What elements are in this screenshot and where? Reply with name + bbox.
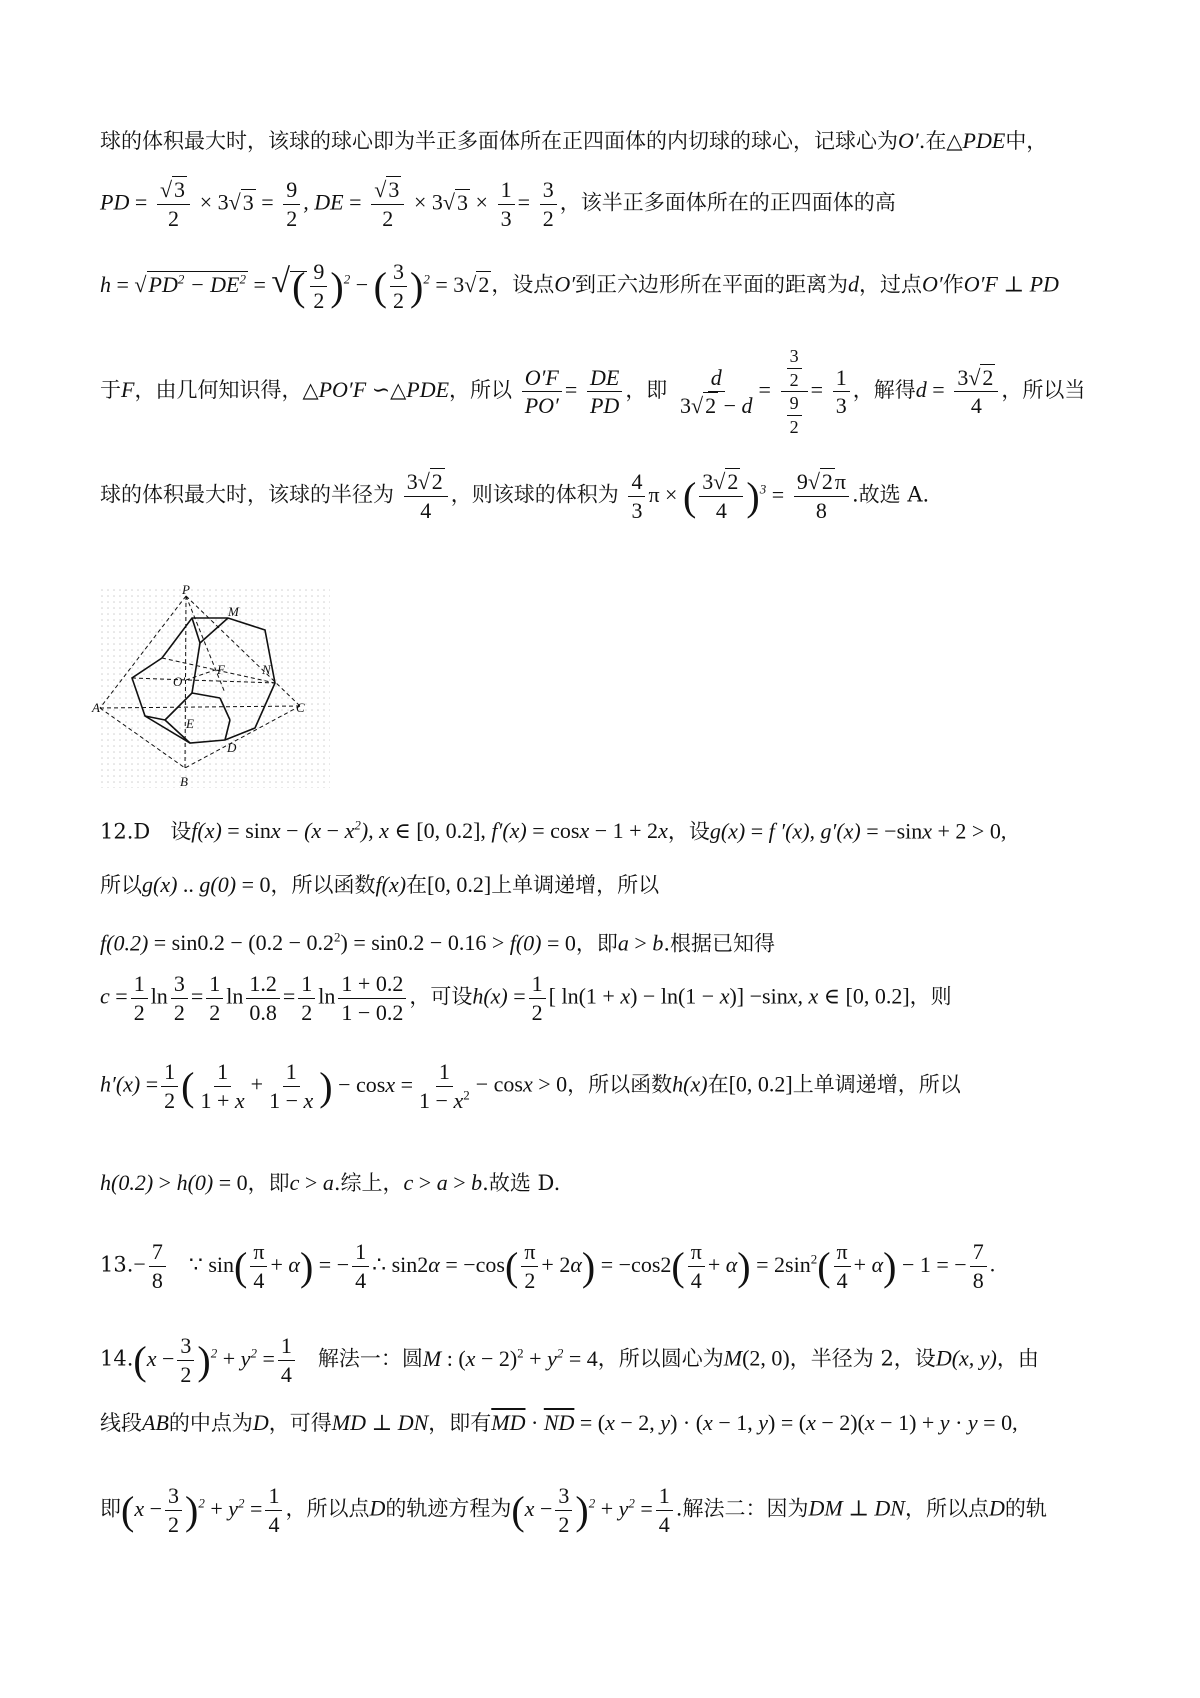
math: [0, 0.2] xyxy=(728,1071,793,1097)
line-text: ，即 xyxy=(575,931,618,956)
label-A: A xyxy=(92,700,100,715)
math: (x − xyxy=(133,1337,175,1383)
math: PO′F ∽ xyxy=(318,377,391,402)
fraction: $\frac{7}{8}$ xyxy=(149,1238,166,1294)
line-text: 的轨迹方程为 xyxy=(385,1496,512,1521)
text-line-4 xyxy=(100,345,1110,438)
fraction: $\frac{3}{2}$ xyxy=(390,258,407,314)
math: O′ xyxy=(922,271,943,297)
line-text: ，设 xyxy=(667,819,710,844)
line-text: 到正六边形所在平面的距离为 xyxy=(575,272,849,297)
line-text: ，可设 xyxy=(409,984,473,1009)
label-D: D xyxy=(227,740,237,755)
math: (x − xyxy=(121,1487,163,1533)
fraction: $\frac{1}{2}$ xyxy=(298,970,315,1026)
math: $h = √PD^2 - DE^2$ = √( xyxy=(100,262,306,309)
math: ∴ sin2α = −cos( xyxy=(372,1243,519,1289)
math: ( xyxy=(181,1063,195,1109)
label-O: O′ xyxy=(173,674,186,689)
text-line-2 xyxy=(100,176,1110,232)
label-C: C xyxy=(296,700,305,715)
fraction: $\frac{1.2}{0.8}$ xyxy=(246,970,280,1026)
fraction: $\frac{3√2}{4}$ xyxy=(954,364,998,420)
q12-line-6 xyxy=(100,1170,1110,1196)
math: = xyxy=(758,377,771,402)
math: ln xyxy=(318,983,336,1009)
math: O′ xyxy=(898,128,919,153)
line-text: ，即 xyxy=(247,1171,290,1195)
fraction: $\frac{1}{2}$ xyxy=(131,970,148,1026)
math: × 3√3 = xyxy=(199,189,274,215)
q12-line-1 xyxy=(100,818,1110,845)
line-text: ，过点 xyxy=(859,272,923,297)
math: = xyxy=(190,983,204,1009)
math: M : $(x - 2)^2 + y^2 = 4$ xyxy=(422,1345,598,1371)
label-M: M xyxy=(228,604,239,619)
math: ln xyxy=(226,983,244,1009)
fraction: $\frac{9}{2}$ xyxy=(283,176,300,232)
fraction: $\frac{1}{1 + x}$ xyxy=(200,1059,245,1113)
fraction: $\frac{3√2}{4}$ xyxy=(699,468,743,524)
line-text: .根据已知得 xyxy=(663,931,776,956)
line-text: 中， xyxy=(1005,129,1048,153)
math: h(0.2) > h(0) = 0 xyxy=(100,1170,248,1195)
fraction: $\frac{√3}{2}$ xyxy=(157,176,190,232)
math: g(x) .. g(0) = 0 xyxy=(142,872,271,897)
line-text: .故选 A. xyxy=(852,482,930,507)
line-text: .解法二：因为 xyxy=(675,1496,809,1521)
line-text: ，解得 xyxy=(852,378,916,402)
line-text: 的中点为 xyxy=(168,1411,253,1435)
fraction: $\frac{3}{2}$ xyxy=(177,1332,194,1388)
line-text: .在 xyxy=(918,129,947,153)
line-text: .综上， xyxy=(333,1171,404,1195)
label-F: F xyxy=(217,662,225,677)
math: h(x) xyxy=(672,1071,708,1097)
math: h′(x) = xyxy=(100,1071,159,1097)
line-text: ，所以函数 xyxy=(270,873,376,897)
fraction: $\frac{1}{2}$ xyxy=(206,970,223,1026)
line-text: 所以 xyxy=(100,873,142,897)
fraction: $\frac{1}{2}$ xyxy=(529,970,546,1026)
q14-line-2 xyxy=(100,1410,1110,1436)
line-text: 解法一：圆 xyxy=(317,1346,423,1371)
line-text: ，所以 xyxy=(449,378,513,402)
math: (x − xyxy=(511,1487,553,1533)
line-text: ，所以点 xyxy=(904,1496,989,1521)
fraction: $\frac{\pi}{4}$ xyxy=(688,1238,705,1294)
label-N: N xyxy=(262,662,271,677)
line-text: ，可得 xyxy=(268,1411,332,1435)
math: c = xyxy=(100,983,128,1009)
math: d xyxy=(848,271,860,297)
math: = xyxy=(517,189,531,215)
math: DM ⊥ DN xyxy=(808,1495,905,1521)
question-number: 13. xyxy=(100,1252,134,1277)
tri-symbol: △ xyxy=(946,129,963,153)
math: h(x) = xyxy=(472,983,526,1009)
math: D xyxy=(988,1495,1005,1521)
math: F xyxy=(121,377,135,402)
line-text: ，则该球的体积为 xyxy=(450,482,619,507)
fraction: $\frac{1}{4}$ xyxy=(278,1332,295,1388)
tri-symbol: △ xyxy=(390,378,407,402)
fraction: $\frac{1}{3}$ xyxy=(833,364,850,420)
fraction: $\frac{3√2}{4}$ xyxy=(404,468,448,524)
line-text: 即 xyxy=(100,1496,121,1521)
math: [0, 0.2] xyxy=(427,872,492,897)
fraction: $\frac{1}{3}$ xyxy=(498,176,515,232)
line-text: 上单调递增，所以 xyxy=(792,1072,961,1097)
math: ∵ sin( xyxy=(188,1243,248,1289)
line-text: ，所以圆心为 xyxy=(597,1346,724,1371)
math: − cosx > 0 xyxy=(475,1071,568,1097)
line-text: .故选 D. xyxy=(482,1171,561,1195)
fraction: $\frac{1 + 0.2}{1 - 0.2}$ xyxy=(338,970,406,1026)
line-text: ，即有 xyxy=(428,1411,492,1435)
line-text: 球的体积最大时，该球的球心即为半正多面体所在正四面体的内切球的球心，记球心为 xyxy=(100,129,898,153)
text-line-1 xyxy=(100,128,1110,154)
fraction: $\frac{4}{3}$ xyxy=(628,468,645,524)
line-text: ，所以点 xyxy=(285,1496,370,1521)
math: + $\alpha) = 2\sin^2$( xyxy=(707,1243,831,1289)
math: = xyxy=(810,377,824,402)
fraction: $\frac{1}{4}$ xyxy=(265,1482,282,1538)
label-B: B xyxy=(180,774,188,789)
line-text: ，即 xyxy=(625,378,668,402)
math: $\overline{MD} \cdot \overline{ND} = (x - 2$, y) · (x − 1, y) = (x − 2)(x − 1) + y · y = 0, xyxy=(491,1410,1018,1435)
fraction: $\frac{\frac{3}{2}}{\frac{9}{2}}$ xyxy=(781,345,808,438)
q14-line-1 xyxy=(100,1332,1110,1388)
line-text: ，由几何知识得， xyxy=(134,378,303,402)
line-text: 上单调递增，所以 xyxy=(491,873,660,897)
tri-symbol: △ xyxy=(302,378,319,402)
q12-line-5 xyxy=(100,1058,1110,1114)
fraction: $\frac{\pi}{4}$ xyxy=(834,1238,851,1294)
fraction: $\frac{1}{4}$ xyxy=(352,1238,369,1294)
math: + α) − 1 = − xyxy=(853,1243,967,1289)
fraction: $\frac{7}{8}$ xyxy=(970,1238,987,1294)
math: AB xyxy=(142,1410,169,1435)
math: O′F ⊥ PD xyxy=(963,271,1059,297)
line-text: ，半径为 2，设 xyxy=(789,1346,936,1371)
fraction: $\frac{9}{2}$ xyxy=(310,258,327,314)
math: + xyxy=(250,1071,264,1097)
q12-line-3 xyxy=(100,930,1110,957)
fraction: $\frac{1}{1 - x^2}$ xyxy=(419,1059,470,1113)
line-text: 在 xyxy=(707,1072,729,1097)
math: O′ xyxy=(554,271,576,297)
math: PDE xyxy=(406,377,450,402)
q14-line-3 xyxy=(100,1482,1110,1538)
fraction: $\frac{DE}{PD}$ xyxy=(587,364,622,420)
fraction: $\frac{O'F}{PO'}$ xyxy=(522,364,562,420)
math: = xyxy=(282,983,296,1009)
label-P: P xyxy=(182,582,190,597)
math: + 2α) = −cos2( xyxy=(541,1243,685,1289)
label-E: E xyxy=(186,716,194,731)
math: $f(0.2) = \sin 0.2 - (0.2 - 0.2^2) = \sin 0.2 - 0.16 > f(0) = 0$ xyxy=(100,930,576,956)
question-number: 14. xyxy=(100,1346,134,1371)
math: c > a > b xyxy=(403,1170,483,1195)
fraction: $\frac{d}{3√2 - d}$ xyxy=(680,364,753,418)
math: ln xyxy=(150,983,168,1009)
math: )$^2$ − ( xyxy=(330,263,387,309)
math: D xyxy=(369,1495,386,1521)
math: )$^2$ = 3√2 xyxy=(410,263,490,309)
line-text: 设 xyxy=(170,819,192,844)
fraction: $\frac{1}{1 - x}$ xyxy=(269,1059,314,1113)
line-text: ，该半正多面体所在的正四面体的高 xyxy=(559,190,896,215)
line-text: ，则 xyxy=(909,984,952,1009)
math: [ ln(1 + x) − ln(1 − x)] −sinx, x ∈ [0, 0.2] xyxy=(548,983,910,1009)
q12-line-2 xyxy=(100,872,1110,898)
math: f(x) xyxy=(375,872,407,897)
fraction: $\frac{3}{2}$ xyxy=(171,970,188,1026)
line-text: 在 xyxy=(406,873,428,897)
fraction: $\frac{3}{2}$ xyxy=(555,1482,572,1538)
math: . xyxy=(989,1251,996,1277)
math: )$^2 + y^2$ = xyxy=(185,1487,263,1533)
math: M(2, 0) xyxy=(723,1345,790,1371)
q12-line-4 xyxy=(100,970,1110,1026)
fraction: $\frac{3}{2}$ xyxy=(165,1482,182,1538)
math: PDE xyxy=(962,128,1006,153)
question-number: 12.D xyxy=(100,819,151,844)
math: D(x, y) xyxy=(935,1345,997,1371)
math: × 3√3 × xyxy=(414,189,488,215)
q13-line xyxy=(100,1238,1110,1294)
math: d = xyxy=(915,377,945,402)
math: , DE = xyxy=(303,189,362,215)
math: π × ( xyxy=(648,473,697,519)
math: = xyxy=(564,377,578,402)
math: )$^2 + y^2$ = xyxy=(197,1337,275,1383)
math: MD ⊥ DN xyxy=(331,1410,429,1435)
polyhedron-figure xyxy=(92,582,330,789)
text-line-5 xyxy=(100,468,1110,524)
fraction: $\frac{\pi}{4}$ xyxy=(250,1238,267,1294)
fraction: $\frac{1}{2}$ xyxy=(161,1058,178,1114)
line-text: 球的体积最大时，该球的半径为 xyxy=(100,482,394,507)
math: )$^2 + y^2$ = xyxy=(575,1487,653,1533)
line-text: 作 xyxy=(942,272,964,297)
math: PD = xyxy=(100,189,148,215)
fraction: $\frac{1}{4}$ xyxy=(656,1482,673,1538)
line-text: ，由 xyxy=(996,1346,1039,1371)
math: + α) = − xyxy=(270,1243,350,1289)
math: )$^3$ = xyxy=(746,473,785,519)
line-text: ，所以当 xyxy=(1001,378,1086,402)
fraction: $\frac{√3}{2}$ xyxy=(371,176,404,232)
fraction: $\frac{3}{2}$ xyxy=(540,176,557,232)
math: g(x) = f ′(x), g′(x) = −sinx + 2 > 0, xyxy=(709,818,1007,844)
math: − xyxy=(133,1251,146,1277)
line-text: ，所以函数 xyxy=(567,1072,673,1097)
text-line-3 xyxy=(100,258,1110,314)
fraction: $\frac{9√2\pi}{8}$ xyxy=(794,468,849,524)
line-text: 的轨 xyxy=(1004,1496,1047,1521)
math: ) − cosx = xyxy=(319,1063,414,1109)
math: $f(x) = \sin x - (x - x^2)$, x ∈ [0, 0.2], f′(x) = cosx − 1 + 2x xyxy=(191,818,668,844)
fraction: $\frac{\pi}{2}$ xyxy=(521,1238,538,1294)
line-text: 线段 xyxy=(100,1411,142,1435)
line-text: ，设点 xyxy=(491,272,555,297)
math: D xyxy=(252,1410,269,1435)
math: a > b xyxy=(617,930,664,956)
math: c > a xyxy=(289,1170,334,1195)
line-text: 于 xyxy=(100,378,121,402)
